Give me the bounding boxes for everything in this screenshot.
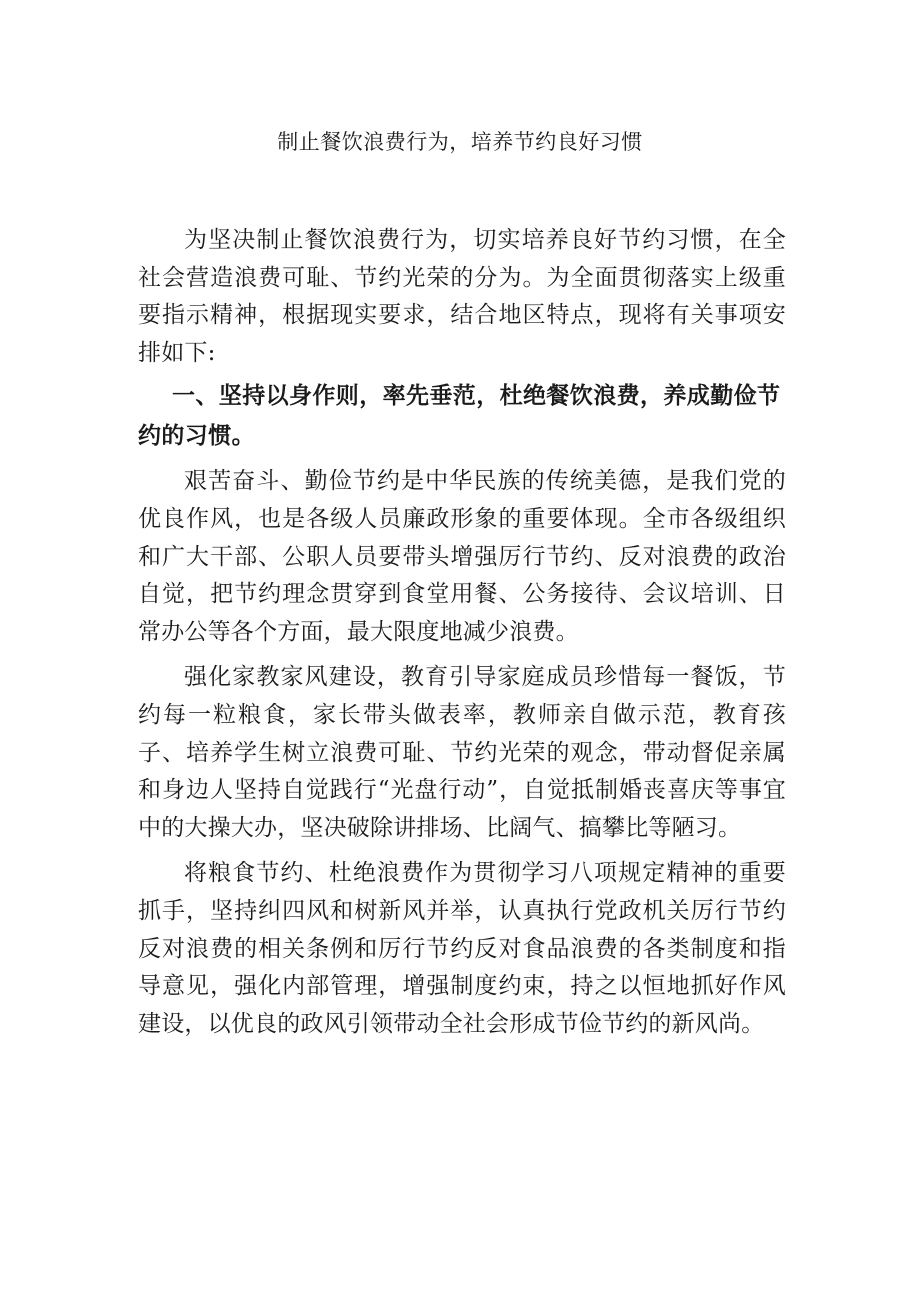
section-1-paragraph-3: 将粮食节约、杜绝浪费作为贯彻学习八项规定精神的重要抓手，坚持纠四风和树新风并举，认真执行党政机关厉行节约反对浪费的相关条例和厉行节约反对食品浪费的各类制度和指导意见，强化内部管理，增强制度约束，持之以恒地抓好作风建设，以优良的政风引领带动全社会形成节俭节约的新风尚。: [138, 860, 786, 1037]
intro-paragraph: 为坚决制止餐饮浪费行为，切实培养良好节约习惯，在全社会营造浪费可耻、节约光荣的分为。为全面贯彻落实上级重要指示精神，根据现实要求，结合地区特点，现将有关事项安排如下:: [138, 227, 786, 366]
document-title: 制止餐饮浪费行为，培养节约良好习惯: [277, 130, 643, 154]
document-body: [138, 222, 786, 1043]
section-1-heading: 一、坚持以身作则，率先垂范，杜绝餐饮浪费，养成勤俭节约的习惯。: [138, 383, 781, 450]
section-1-paragraph-2: 强化家教家风建设，教育引导家庭成员珍惜每一餐饭，节约每一粒粮食，家长带头做表率，教师亲自做示范，教育孩子、培养学生树立浪费可耻、节约光荣的观念，带动督促亲属和身边人坚持自觉践行“光盘行动”，自觉抵制婚丧喜庆等事宜中的大操大办，坚决破除讲排场、比阔气、搞攀比等陋习。: [138, 664, 786, 841]
section-1-paragraph-1: 艰苦奋斗、勤俭节约是中华民族的传统美德，是我们党的优良作风，也是各级人员廉政形象的重要体现。全市各级组织和广大干部、公职人员要带头增强厉行节约、反对浪费的政治自觉，把节约理念贯穿到食堂用餐、公务接待、会议培训、日常办公等各个方面，最大限度地减少浪费。: [138, 468, 786, 645]
